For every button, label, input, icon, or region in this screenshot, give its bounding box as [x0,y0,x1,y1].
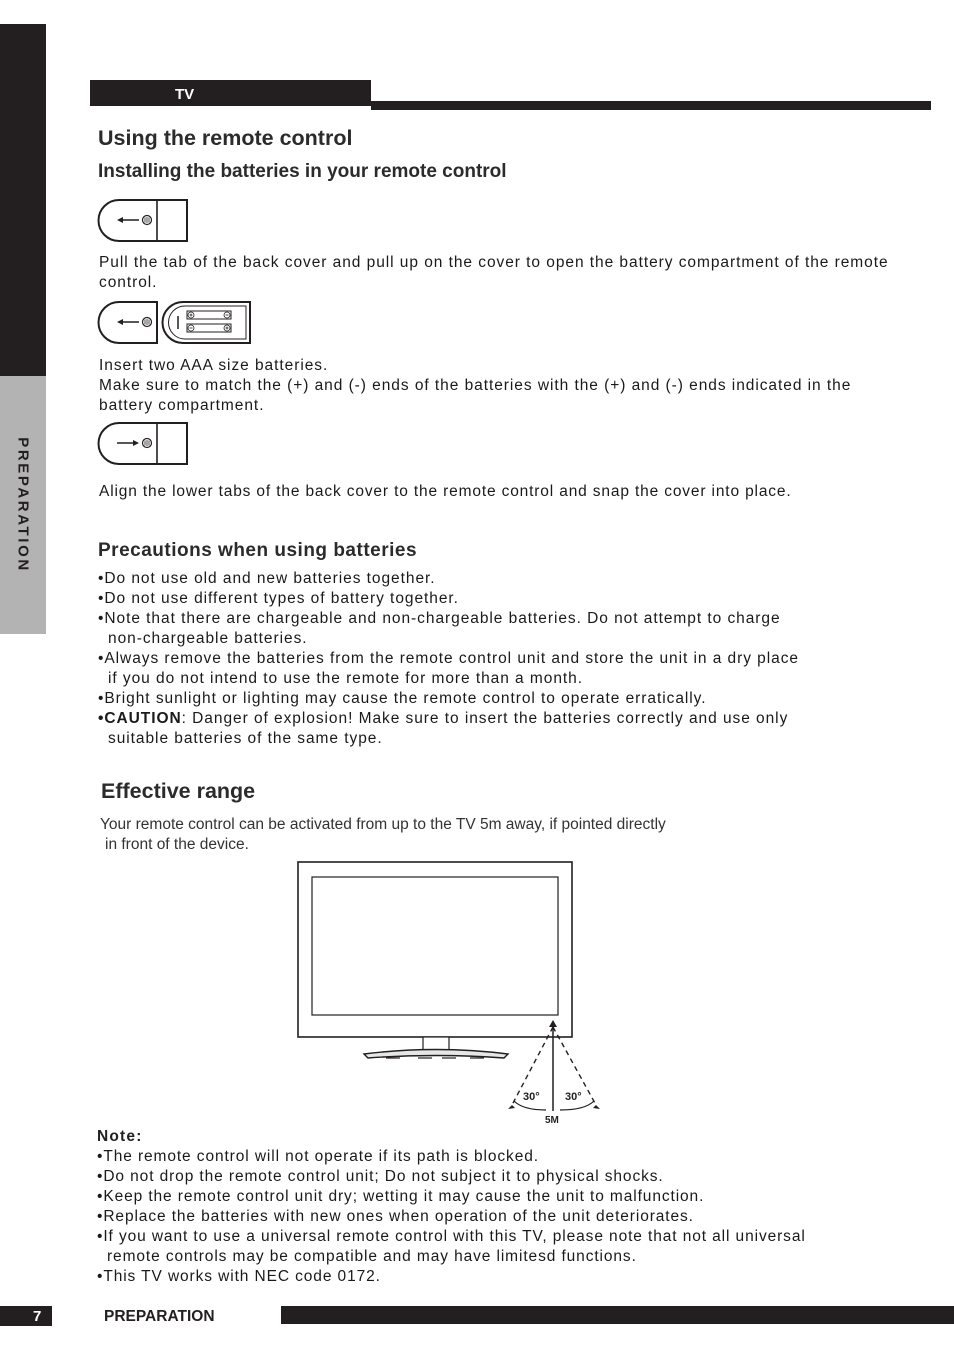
remote-battery-compartment-illustration [97,300,254,346]
list-item: •This TV works with NEC code 0172. [97,1268,381,1285]
step-2-line-2: Make sure to match the (+) and (-) ends of the batteries with the (+) and (-) ends indicated in the battery compartment. [99,377,852,414]
list-item: •If you want to use a universal remote control with this TV, please note that not all universal [97,1228,806,1245]
list-item: •Do not use old and new batteries together. [98,570,436,587]
precautions-list [98,569,918,749]
precautions-heading: Precautions when using batteries [98,540,418,561]
list-item: •Note that there are chargeable and non-chargeable batteries. Do not attempt to charge [98,610,781,627]
sidebar-section-label: PREPARATION [14,437,32,573]
note-heading: Note: [97,1128,143,1145]
note-list [97,1147,927,1287]
list-item: •Do not drop the remote control unit; Do not subject it to physical shocks. [97,1168,664,1185]
footer-section-label: PREPARATION [104,1308,215,1325]
list-item: •Bright sunlight or lighting may cause the remote control to operate erratically. [98,690,707,707]
step-2-line-1: Insert two AAA size batteries. [99,357,329,374]
sidebar-dark-block [0,24,46,376]
list-item: •Always remove the batteries from the remote control unit and store the unit in a dry place [98,650,799,667]
list-item: non-chargeable batteries. [108,630,308,647]
effective-range-text [100,815,820,855]
distance-label: 5M [545,1115,559,1126]
page-number-box [0,1306,52,1326]
effective-range-line-2: in front of the device. [105,836,249,853]
list-item: suitable batteries of the same type. [108,730,383,747]
remote-close-cover-illustration [97,421,191,467]
caution-text: : Danger of explosion! Make sure to insert the batteries correctly and use only [181,710,789,727]
list-item: •Replace the batteries with new ones when operation of the unit deteriorates. [97,1208,694,1225]
footer-rule [281,1306,954,1324]
step-1-text: Pull the tab of the back cover and pull up on the cover to open the battery compartment of the remote control. [99,254,889,291]
installing-heading: Installing the batteries in your remote control [98,161,507,182]
remote-open-cover-illustration [97,198,191,244]
header-tab [90,80,371,106]
page-number: 7 [33,1308,42,1325]
angle-left-label: 30° [523,1091,540,1103]
caution-item [98,709,918,729]
effective-range-heading: Effective range [101,779,256,803]
tv-range-diagram [290,855,620,1130]
list-item: remote controls may be compatible and may have limitesd functions. [107,1248,637,1265]
caution-label: •CAUTION [98,710,182,727]
effective-range-line-1: Your remote control can be activated from up to the TV 5m away, if pointed directly [100,816,666,833]
list-item: •Do not use different types of battery together. [98,590,459,607]
list-item: •The remote control will not operate if its path is blocked. [97,1148,539,1165]
page-title: Using the remote control [98,126,353,150]
list-item: •Keep the remote control unit dry; wetting it may cause the unit to malfunction. [97,1188,705,1205]
header-rule [371,101,931,110]
step-3-text: Align the lower tabs of the back cover to the remote control and snap the cover into place. [99,483,792,500]
step-2-text [99,356,909,416]
list-item: if you do not intend to use the remote for more than a month. [108,670,583,687]
angle-right-label: 30° [565,1091,582,1103]
header-tab-label: TV [175,86,195,103]
